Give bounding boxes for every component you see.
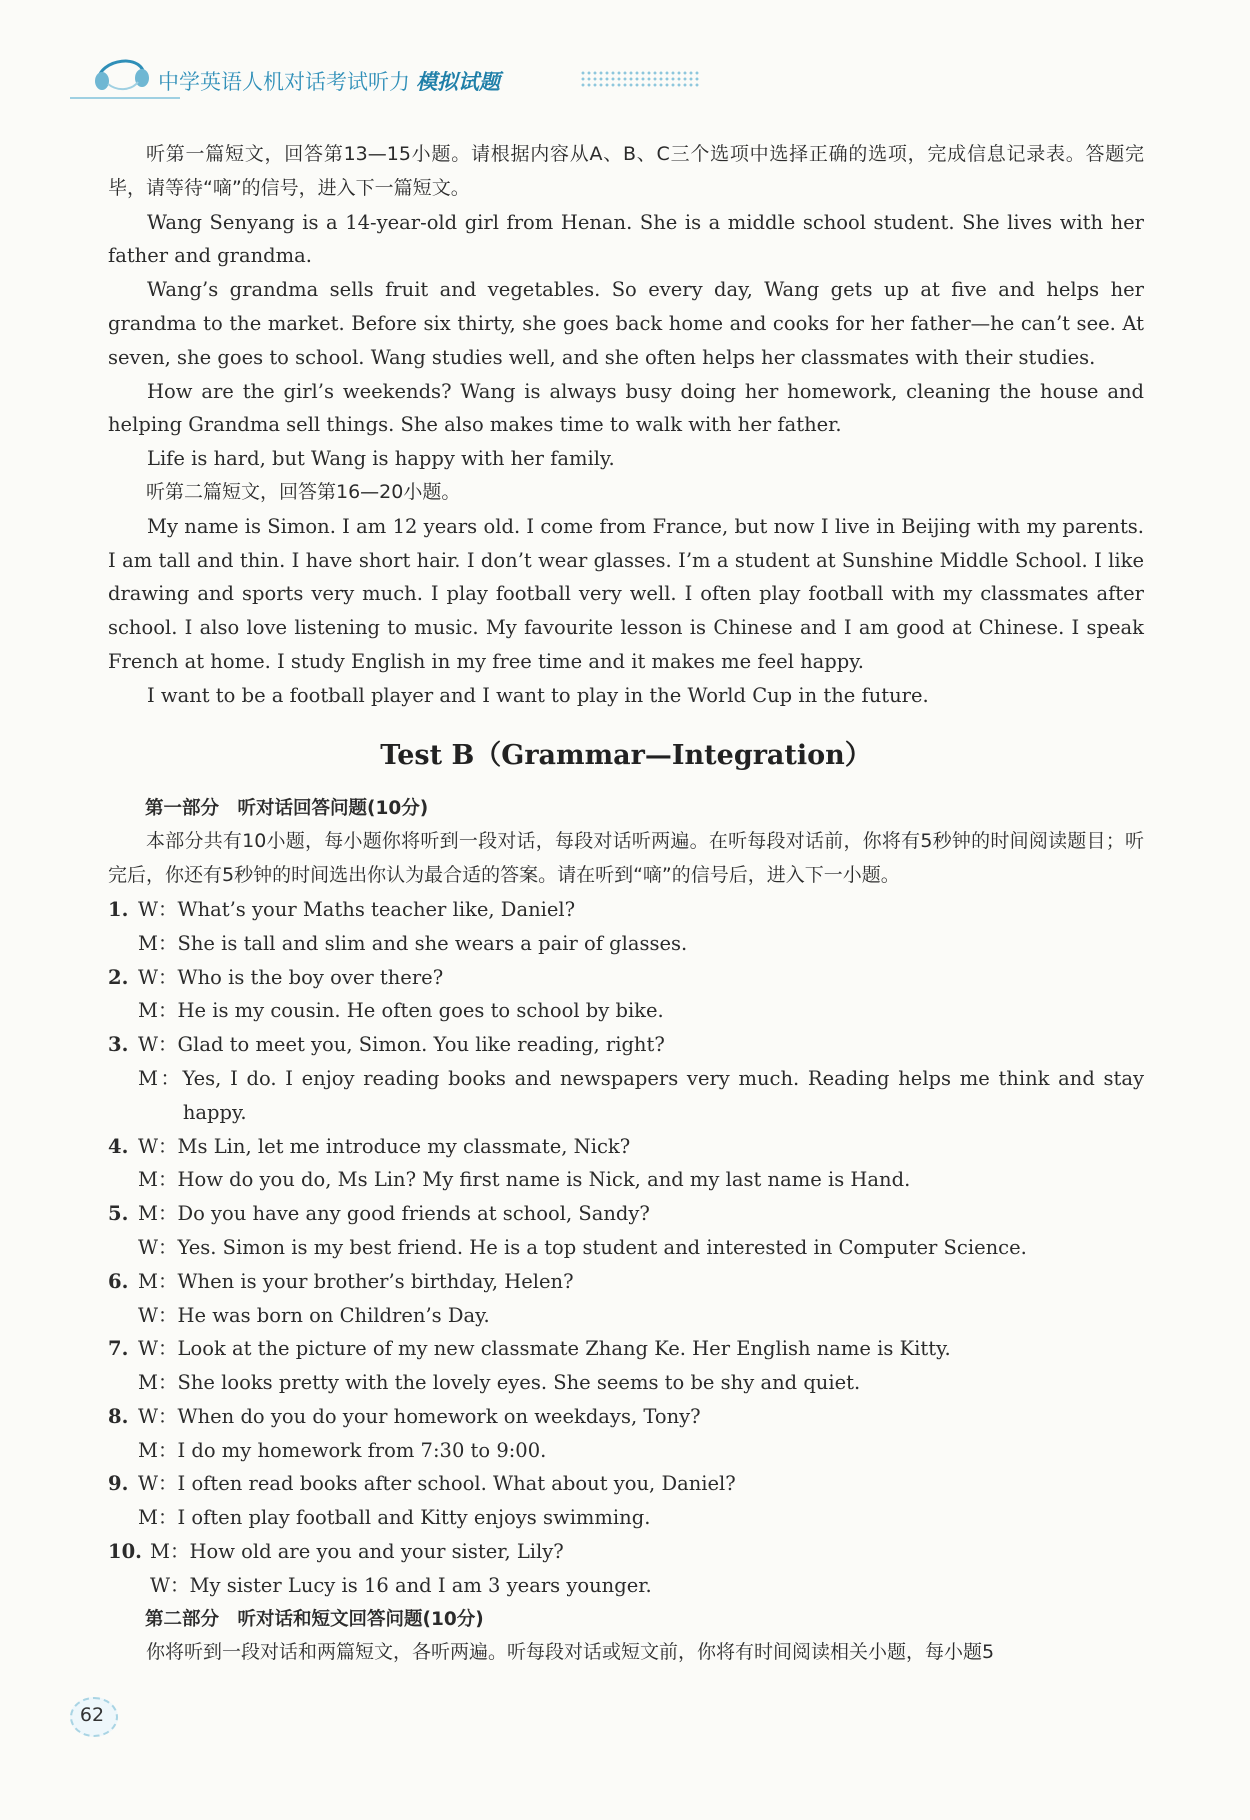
dialogue-line: W：Ms Lin, let me introduce my classmate, Nick? xyxy=(138,1134,631,1158)
dialogue-item xyxy=(108,1332,1144,1400)
dialogue-item xyxy=(108,1197,1144,1265)
header-title: 中学英语人机对话考试听力 模拟试题 xyxy=(158,70,500,94)
dialogue-line: W：Yes. Simon is my best friend. He is a top student and interested in Computer Science. xyxy=(138,1235,1027,1259)
dialogue-item xyxy=(108,1265,1144,1333)
dialogue-number: 6. xyxy=(108,1269,129,1293)
dialogue-item xyxy=(108,1130,1144,1198)
passage-1-paragraph: Life is hard, but Wang is happy with her family. xyxy=(147,447,615,471)
dialogue-line: M：He is my cousin. He often goes to school by bike. xyxy=(138,999,664,1023)
dialogue-line: M：How old are you and your sister, Lily? xyxy=(150,1540,564,1564)
page-header xyxy=(70,42,1180,102)
test-b-title: Test B（Grammar—Integration） xyxy=(380,739,872,771)
dialogue-line: W：When do you do your homework on weekdays, Tony? xyxy=(138,1404,701,1428)
dialogue-item xyxy=(108,1400,1144,1468)
dialogue-line: W：He was born on Children’s Day. xyxy=(138,1303,490,1327)
dialogue-number: 7. xyxy=(108,1337,129,1361)
dialogue-number: 1. xyxy=(108,897,129,921)
dialogue-number: 10. xyxy=(108,1540,142,1564)
instruction-passage-2: 听第二篇短文，回答第16—20小题。 xyxy=(146,480,461,503)
dialogue-line: W：My sister Lucy is 16 and I am 3 years younger. xyxy=(150,1573,652,1597)
dialogue-line: W：Who is the boy over there? xyxy=(138,965,444,989)
dialogue-item xyxy=(108,1028,1144,1129)
dialogue-number: 4. xyxy=(108,1134,129,1158)
instruction-passage-1: 听第一篇短文，回答第13—15小题。请根据内容从A、B、C三个选项中选择正确的选项，完成信息记录表。答题完毕，请等待“嘀”的信号，进入下一篇短文。 xyxy=(108,143,1144,199)
dialogue-line: W：What’s your Maths teacher like, Daniel? xyxy=(138,897,576,921)
passage-1-paragraph: Wang’s grandma sells fruit and vegetables. So every day, Wang gets up at five and helps her grandma to the market. Before six thirty, she goes back home and cooks for her father—he can’t see. At seven, she goes to school. Wang studies well, and she often helps her classmates with their studies. xyxy=(108,278,1144,369)
dialogue-item xyxy=(108,961,1144,1029)
dialogue-line: M：How do you do, Ms Lin? My first name is Nick, and my last name is Hand. xyxy=(138,1168,911,1192)
dialogue-line: M：When is your brother’s birthday, Helen? xyxy=(138,1269,574,1293)
dialogue-line: M：Do you have any good friends at school, Sandy? xyxy=(138,1202,650,1226)
dialogue-line: M：Yes, I do. I enjoy reading books and newspapers very much. Reading helps me think and stay happy. xyxy=(138,1066,1144,1124)
dialogue-line: M：She is tall and slim and she wears a pair of glasses. xyxy=(138,931,688,955)
page-number: 62 xyxy=(68,1695,116,1735)
header-underline xyxy=(70,97,180,99)
dialogue-number: 9. xyxy=(108,1472,129,1496)
dialogue-line: W：Look at the picture of my new classmate Zhang Ke. Her English name is Kitty. xyxy=(138,1337,951,1361)
headphones-icon xyxy=(92,48,152,94)
part-2-intro: 你将听到一段对话和两篇短文，各听两遍。听每段对话或短文前，你将有时间阅读相关小题，每小题5 xyxy=(146,1641,995,1664)
dialogue-number: 3. xyxy=(108,1033,129,1057)
passage-2-paragraph: My name is Simon. I am 12 years old. I come from France, but now I live in Beijing with my parents. I am tall and thin. I have short hair. I don’t wear glasses. I’m a student at Sunshine Middle School. I like drawing and sports very much. I play football very well. I often play football with my classmates after school. I also love listening to music. My favourite lesson is Chinese and I am good at Chinese. I speak French at home. I study English in my free time and it makes me feel happy. xyxy=(108,514,1144,673)
header-title-emphasis: 模拟试题 xyxy=(416,70,500,94)
dialogue-item xyxy=(108,1467,1144,1535)
dialogue-line: M：She looks pretty with the lovely eyes. She seems to be shy and quiet. xyxy=(138,1371,861,1395)
passage-2-paragraph: I want to be a football player and I want to play in the World Cup in the future. xyxy=(147,683,929,707)
dialogue-line: W：Glad to meet you, Simon. You like reading, right? xyxy=(138,1033,665,1057)
dialogue-line: M：I often play football and Kitty enjoys swimming. xyxy=(138,1506,651,1530)
part-1-title: 第一部分 听对话回答问题(10分) xyxy=(145,797,429,819)
part-2-title: 第二部分 听对话和短文回答问题(10分) xyxy=(145,1608,484,1630)
dialogue-line: M：I do my homework from 7:30 to 9:00. xyxy=(138,1438,547,1462)
dialogue-line: W：I often read books after school. What about you, Daniel? xyxy=(138,1472,736,1496)
dialogue-item xyxy=(108,1535,1144,1603)
passage-1-paragraph: Wang Senyang is a 14-year-old girl from Henan. She is a middle school student. She lives with her father and grandma. xyxy=(108,210,1144,268)
dialogue-number: 5. xyxy=(108,1202,129,1226)
page-content xyxy=(108,138,1144,1670)
part-1-intro: 本部分共有10小题，每小题你将听到一段对话，每段对话听两遍。在听每段对话前，你将有5秒钟的时间阅读题目；听完后，你还有5秒钟的时间选出你认为最合适的答案。请在听到“嘀”的信号后，进入下一小题。 xyxy=(108,830,1144,887)
header-dot-pattern xyxy=(580,70,700,88)
dialogue-number: 8. xyxy=(108,1404,129,1428)
dialogue-item xyxy=(108,893,1144,961)
dialogue-number: 2. xyxy=(108,965,129,989)
passage-1-paragraph: How are the girl’s weekends? Wang is always busy doing her homework, cleaning the house and helping Grandma sell things. She also makes time to walk with her father. xyxy=(108,379,1144,437)
